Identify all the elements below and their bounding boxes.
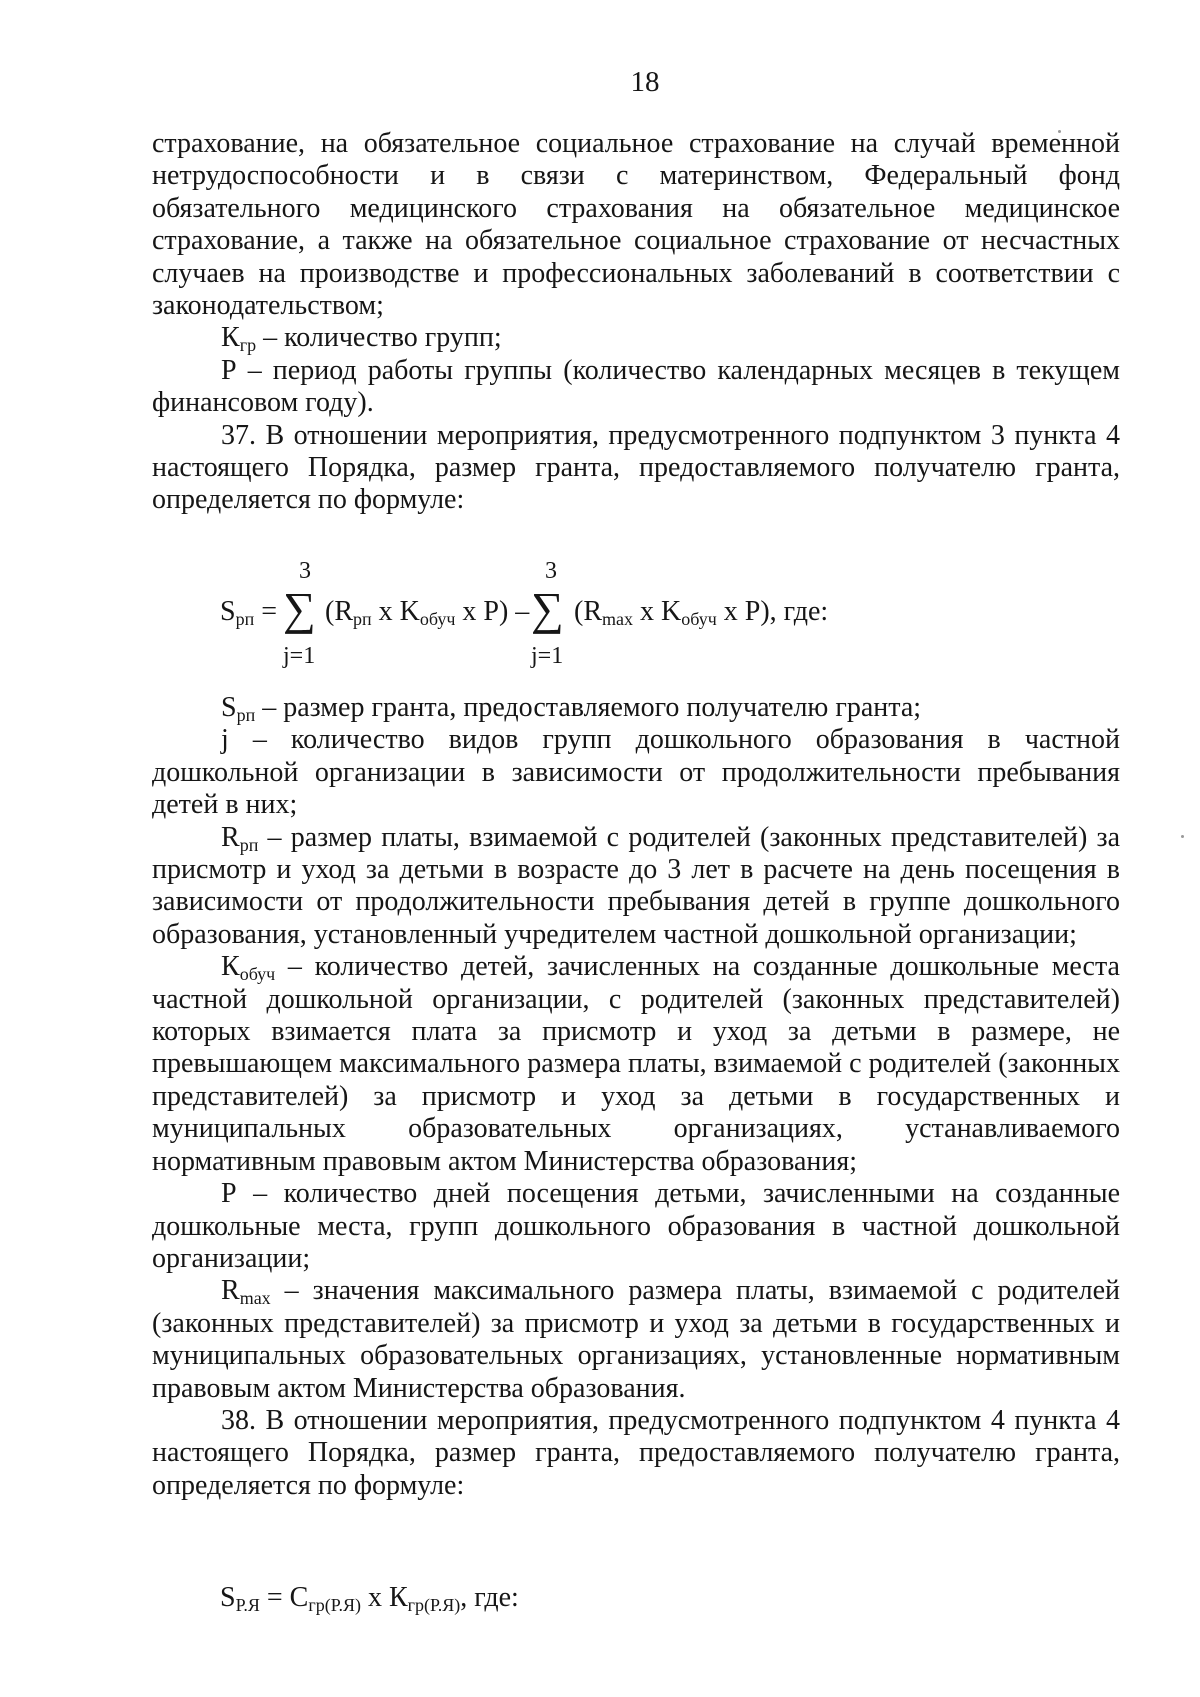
subscript-rp: рп [236,705,256,725]
term2-k-subscript: обуч [681,609,717,629]
definition-j: j – количество видов групп дошкольного образования в частной дошкольной организации в зависимости от продолжительности пребывания детей в них; [152,724,1120,821]
symbol-s: S [221,692,237,723]
symbol-s: S [220,1582,236,1613]
subscript-c-gr: гр(Р.Я) [308,1595,361,1615]
text-block-top [152,128,1120,517]
subscript-max: max [239,1288,271,1309]
symbol-k: К [221,322,240,354]
subscript-rp: рп [239,834,259,855]
subscript-rp: рп [235,609,255,629]
definition-kgr [152,322,1120,354]
scan-speck [1181,835,1184,838]
definition-rmax [152,1275,1120,1405]
sum2-lower-limit: j=1 [531,643,564,669]
sum1-lower-limit: j=1 [283,643,316,669]
formula-srya [220,1582,519,1614]
subscript-obuch: обуч [239,964,276,985]
sum2-sigma: ∑ [531,583,564,634]
definition-rrp-text: – размер платы, взимаемой с родителей (законных представителей) за присмотр и уход за детьми в возрасте до 3 лет в расчете на день посещения в зависимости от продолжительности пребывания детей в группе дошкольного образования, установленный учредителем частной дошкольной организации; [152,821,1120,950]
paragraph-38: 38. В отношении мероприятия, предусмотренного подпунктом 4 пункта 4 настоящего Порядка, размер гранта, предоставляемого получателю гранта, определяется по формуле: [152,1404,1120,1501]
formula-srp-term1 [325,596,529,628]
definition-srp-text: – размер гранта, предоставляемого получателю гранта; [255,692,922,723]
symbol-k: К [221,951,240,983]
definition-rmax-text: – значения максимального размера платы, взимаемой с родителей (законных представителей) за присмотр и уход за детьми в государственных и муниципальных образовательных организациях, установленные нормативным правовым актом Министерства образования. [152,1275,1120,1404]
equals-sign: = [254,596,278,627]
term1-tail: х P) – [455,596,530,627]
term2-r-subscript: max [602,609,633,629]
sum1-sigma: ∑ [283,583,316,634]
text-block-definitions [152,692,1120,1502]
definition-p-days: Р – количество дней посещения детьми, зачисленными на созданные дошкольные места, групп дошкольного образования в частной дошкольной организации; [152,1178,1120,1274]
term1-r: (R [325,596,353,627]
definition-kobuch-text: – количество детей, зачисленных на созданные дошкольные места частной дошкольной организации, с родителей (законных представителей) которых взимается плата за присмотр и уход за детьми в размере, не превышающем максимального размера платы, взимаемой с родителей (законных представителей) за присмотр и уход за детьми в государственных и муниципальных образовательных организациях, устанавливаемого нормативным правовым актом Министерства образования; [152,951,1120,1177]
formula-srya-k: х К [360,1582,408,1613]
term1-k: х K [371,596,420,627]
subscript-k-gr: гр(Р.Я) [407,1595,461,1615]
definition-kgr-text: – количество групп; [256,322,502,354]
definition-p-period: Р – период работы группы (количество календарных месяцев в текущем финансовом году). [152,354,1120,419]
paragraph-37: 37. В отношении мероприятия, предусмотренного подпунктом 3 пункта 4 настоящего Порядка, размер гранта, предоставляемого получателю гранта, определяется по формуле: [152,419,1120,516]
formula-srp-lhs [220,596,277,628]
sum1-upper-limit: 3 [299,558,311,584]
definition-kobuch [152,951,1120,1178]
page-number: 18 [630,66,660,98]
subscript-gr: гр [239,335,257,356]
definition-srp [152,692,1120,724]
definition-rrp [152,822,1120,952]
term1-r-subscript: рп [353,609,372,629]
formula-srya-tail: , где: [460,1582,519,1613]
term1-k-subscript: обуч [419,609,456,629]
sum2-upper-limit: 3 [545,558,557,584]
formula-srp-term2 [574,596,828,628]
paragraph-insurance: страхование, на обязательное социальное страхование на случай временной нетрудоспособности и в связи с материнством, Федеральный фонд обязательного медицинского страхования на обязательное медицинское страхование, а также на обязательное социальное страхование от несчастных случаев на производстве и профессиональных заболеваний в соответствии с законодательством; [152,128,1120,322]
term2-r: (R [574,596,602,627]
symbol-r: R [221,821,240,853]
symbol-s: S [220,596,236,627]
term2-tail: х P), где: [716,596,829,627]
term2-k: х K [633,596,682,627]
subscript-rya: Р.Я [235,1595,260,1615]
formula-srya-c: = С [259,1582,309,1613]
symbol-r: R [221,1275,240,1307]
